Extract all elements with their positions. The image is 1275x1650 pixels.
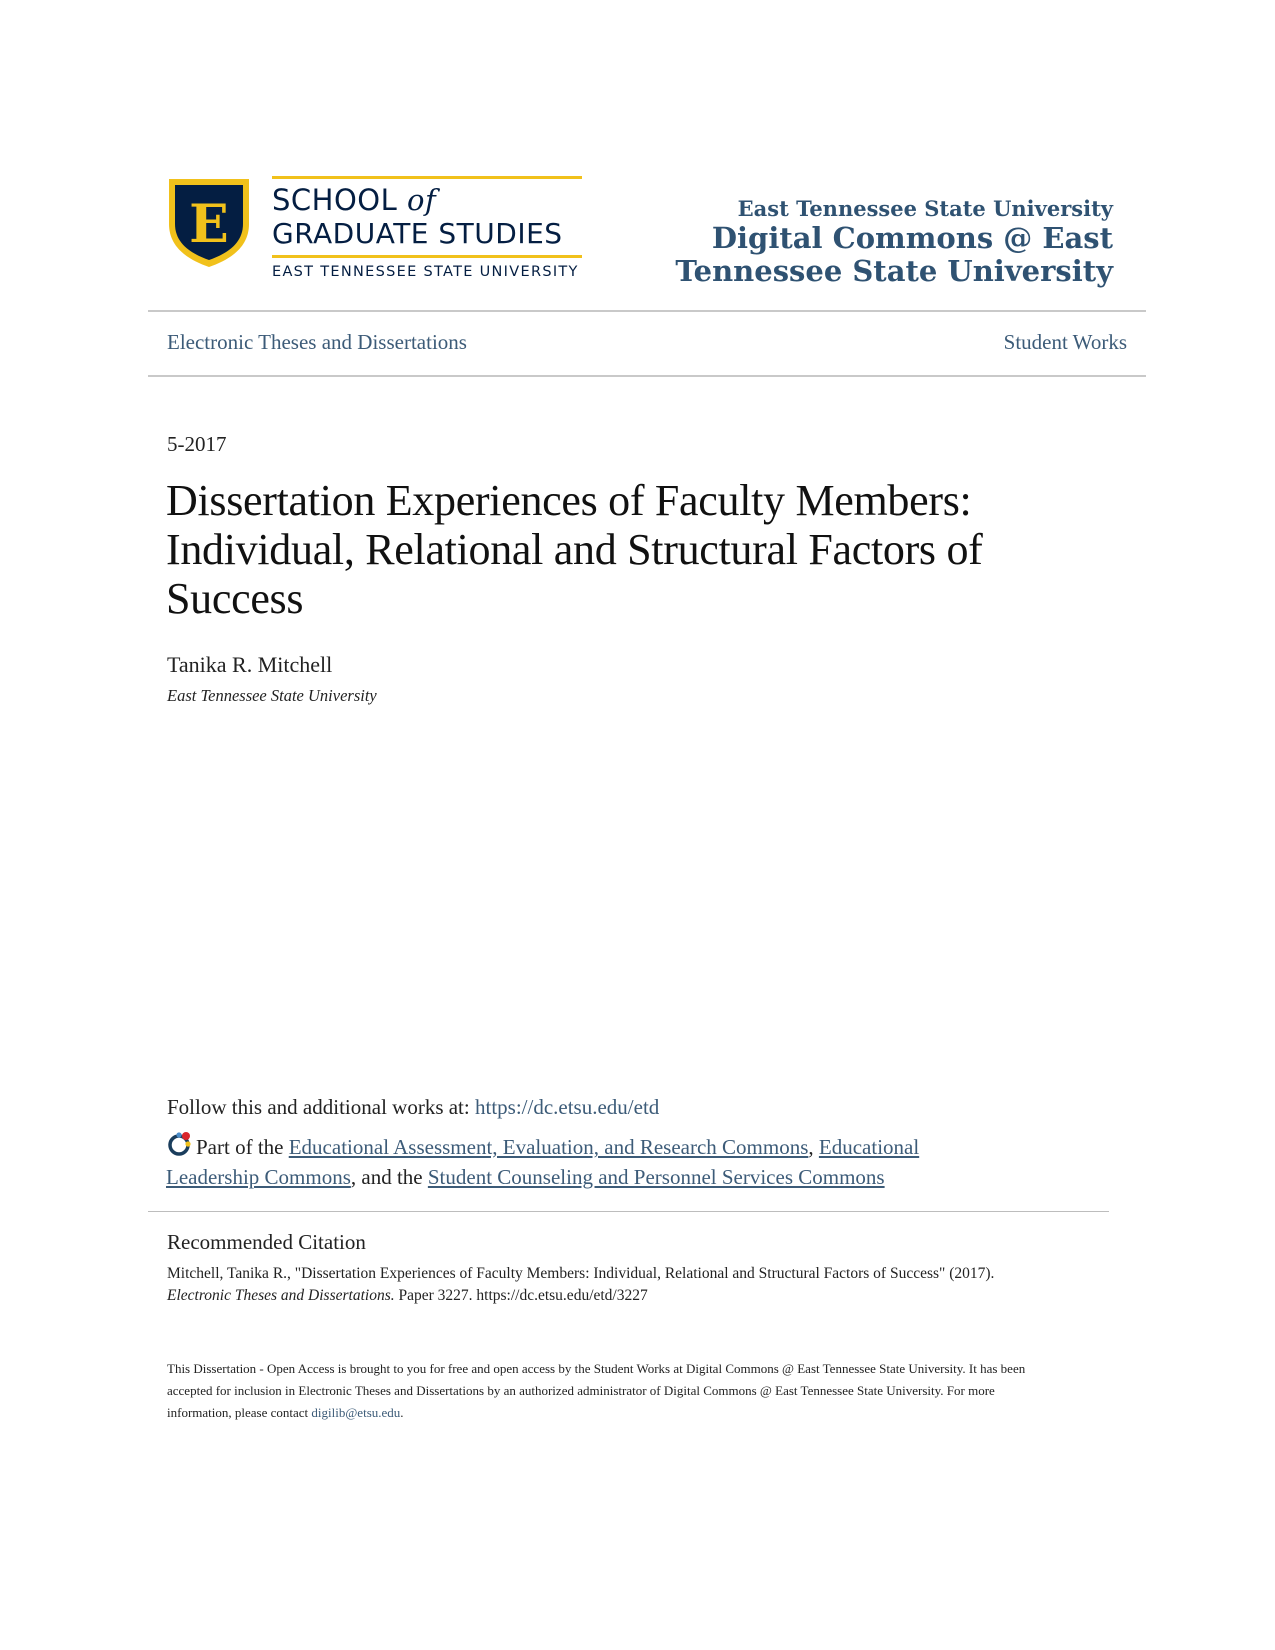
network-commons-icon [166, 1131, 192, 1157]
citation-paper: Paper 3227. https://dc.etsu.edu/etd/3227 [394, 1287, 648, 1304]
part-of-commons [166, 1131, 1006, 1192]
header-divider-top [148, 310, 1146, 312]
citation-journal: Electronic Theses and Dissertations. [167, 1287, 395, 1304]
publication-date: 5-2017 [167, 432, 227, 456]
digital-commons-logo [675, 196, 1113, 288]
etsu-shield-icon [166, 176, 252, 270]
author-name: Tanika R. Mitchell [167, 652, 333, 677]
breadcrumb-student-works-link[interactable]: Student Works [1003, 330, 1127, 354]
follow-prefix: Follow this and additional works at: [167, 1095, 475, 1119]
logo-graduate-studies: GRADUATE STUDIES [272, 217, 563, 250]
header-divider-bottom [148, 375, 1146, 377]
logo-digital-commons-line2: Tennessee State University [675, 254, 1113, 288]
part-of-prefix: Part of the [196, 1135, 289, 1159]
logo-school-word: SCHOOL [272, 183, 398, 217]
logo-university-name: East Tennessee State University [737, 196, 1113, 221]
citation-line-2 [167, 1285, 1107, 1307]
leadership-commons-link[interactable]: Educational Leadership Commons [166, 1135, 920, 1189]
follow-works-line [167, 1095, 659, 1120]
logo-top-rule [272, 176, 582, 179]
part-of-separator-1: , [808, 1135, 819, 1159]
notice-end: . [400, 1405, 404, 1420]
graduate-school-logo [166, 176, 586, 291]
citation-divider [148, 1211, 1109, 1212]
logo-digital-commons-line1: Digital Commons @ East [711, 221, 1113, 255]
notice-text: This Dissertation - Open Access is brought to you for free and open access by the Student Works at Digital Commons @ East Tennessee State University. It has been accepted for inclusion in Electronic Theses and Dissertations by an authorized administrator of Digital Commons @ East Tennessee State University. For more information, please contact [167, 1361, 1026, 1420]
shield-letter: E [189, 194, 229, 255]
author-affiliation: East Tennessee State University [167, 686, 377, 705]
open-access-notice [167, 1358, 1057, 1424]
recommended-citation-text [167, 1263, 1107, 1307]
logo-school-line [272, 183, 582, 217]
assessment-commons-link[interactable]: Educational Assessment, Evaluation, and Research Commons [288, 1135, 809, 1159]
logo-university-line: EAST TENNESSEE STATE UNIVERSITY [272, 264, 579, 280]
contact-email-link[interactable]: digilib@etsu.edu [311, 1405, 401, 1420]
citation-line-1: Mitchell, Tanika R., "Dissertation Experiences of Faculty Members: Individual, Relational and Structural Factors of Success" (2017). [167, 1265, 995, 1282]
logo-bottom-rule [272, 255, 582, 258]
part-of-separator-2: , and the [350, 1165, 428, 1189]
counseling-commons-link[interactable]: Student Counseling and Personnel Services Commons [427, 1165, 885, 1189]
etd-collection-link[interactable]: https://dc.etsu.edu/etd [474, 1095, 660, 1119]
recommended-citation-heading: Recommended Citation [167, 1230, 366, 1254]
dissertation-title: Dissertation Experiences of Faculty Members: Individual, Relational and Structural Factors of Success [166, 476, 983, 623]
logo-of-word: of [407, 183, 437, 217]
breadcrumb-collection-link[interactable]: Electronic Theses and Dissertations [167, 330, 467, 354]
